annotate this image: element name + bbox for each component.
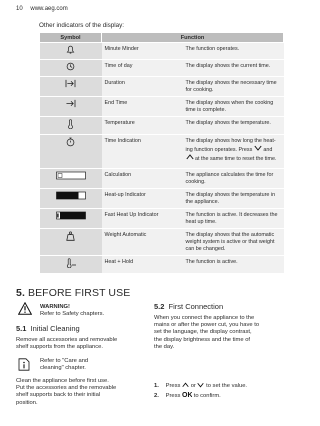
row-function: The function is active. It decreases the heat up time. [183,209,284,229]
svg-text:OK: OK [182,391,193,398]
stopwatch-icon [40,135,102,169]
step-text: to confirm. [193,392,221,399]
subsection-title: First Connection [168,302,224,311]
row-name: Duration [102,77,183,97]
table-row [40,229,284,256]
row-name: Heat-up Indicator [102,189,183,209]
down-arrow-icon [254,145,262,151]
row-name: Calculation [102,169,183,189]
subsection-title: Initial Cleaning [30,324,80,333]
warning-text: Refer to Safety chapters. [40,311,105,317]
row-function: The function operates. [183,43,284,60]
row-function: The function is active. [183,256,284,274]
warning-title: WARNING! [40,304,70,310]
text-line: the display brightness and the time of [154,336,251,343]
info-note [40,358,88,372]
row-name: Temperature [102,117,183,135]
text-line: position. [16,399,38,406]
row-function: The display shows that the automatic weight system is active or that weight can be changed. [183,229,284,256]
text-line: Refer to "Care and [40,358,89,364]
heatup-bar-icon [40,189,102,209]
row-function: The appliance calculates the time for cooking. [183,169,284,189]
row-name: Heat + Hold [102,256,183,274]
section-5-1-heading [16,324,80,333]
clock-icon [40,60,102,77]
text-line: the day. [154,343,175,350]
up-arrow-icon [182,382,189,388]
text-line: When you connect the appliance to the [154,315,255,321]
text-line: shelf supports from the appliance. [16,344,104,351]
text-line: shelf supports back to their initial [16,392,101,399]
text-line: cleaning" chapter. [40,365,86,372]
text-line: Remove all accessories and removable [16,337,118,343]
info-icon [18,358,30,371]
row-name: Weight Automatic [102,229,183,256]
indicator-table [39,32,284,274]
table-row [40,169,284,189]
warning-icon [18,302,32,315]
page-number: 10 [16,6,23,12]
first-connection-steps [154,382,247,400]
table-row [40,135,284,169]
table-row [40,77,284,97]
step-1 [154,382,247,391]
row-function: The display shows when the cooking time is complete. [183,97,284,117]
time-indication-text-3: at the same time to reset the time. [195,156,277,162]
cleaning-paragraph-1 [16,337,117,351]
step-number: 2. [154,392,159,399]
page-header [16,6,68,12]
step-text: to set the value. [206,383,248,389]
row-name: End Time [102,97,183,117]
row-function: The display shows the necessary time for cooking. [183,77,284,97]
ok-icon [182,391,192,398]
fast-heatup-bar-icon [40,209,102,229]
first-connection-paragraph [154,315,259,351]
table-header-row [40,33,284,43]
bell-icon [40,43,102,60]
down-arrow-icon [197,382,204,388]
table-row [40,189,284,209]
table-row [40,256,284,274]
step-text: Press [165,383,181,389]
section-5-heading [16,287,130,299]
row-name: Time Indication [102,135,183,169]
step-text: or [190,383,196,389]
heat-hold-icon [40,256,102,274]
row-name: Fast Heat Up Indicator [102,209,183,229]
table-row [40,97,284,117]
text-line: set the language, the display contrast, [154,329,252,336]
intro-text: Other indicators of the display: [39,22,125,29]
calculation-bar-icon [40,169,102,189]
table-row [40,60,284,77]
text-line: mains or after the power cut, you have to [154,322,260,329]
step-2 [154,391,247,401]
up-arrow-icon [186,154,194,160]
text-line: Clean the appliance before first use. [16,378,109,384]
symbol-column-header: Symbol [40,33,102,43]
section-number: 5. [16,287,25,299]
thermometer-icon [40,117,102,135]
row-function: The display shows the temperature. [183,117,284,135]
site-url: www.aeg.com [30,6,68,12]
text-line: Put the accessories and the removable [16,385,117,392]
table-row [40,117,284,135]
cleaning-paragraph-2 [16,378,116,407]
section-title: BEFORE FIRST USE [27,287,131,299]
row-function: The display shows the current time. [183,60,284,77]
step-text: Press [165,392,181,399]
table-row [40,209,284,229]
table-row [40,43,284,60]
row-function [183,135,284,169]
step-number: 1. [154,383,159,389]
duration-icon [40,77,102,97]
function-column-header: Function [102,33,284,43]
subsection-number: 5.2 [154,302,165,311]
subsection-number: 5.1 [16,324,27,333]
section-5-2-heading [154,302,223,311]
time-indication-text-2: and [263,147,273,153]
weight-icon [40,229,102,256]
time-indication-text-1: The display shows how long the heat-ing function operates. Press [185,138,276,153]
row-function: The display shows the temperature in the appliance. [183,189,284,209]
row-name: Minute Minder [102,43,183,60]
end-time-icon [40,97,102,117]
row-name: Time of day [102,60,183,77]
